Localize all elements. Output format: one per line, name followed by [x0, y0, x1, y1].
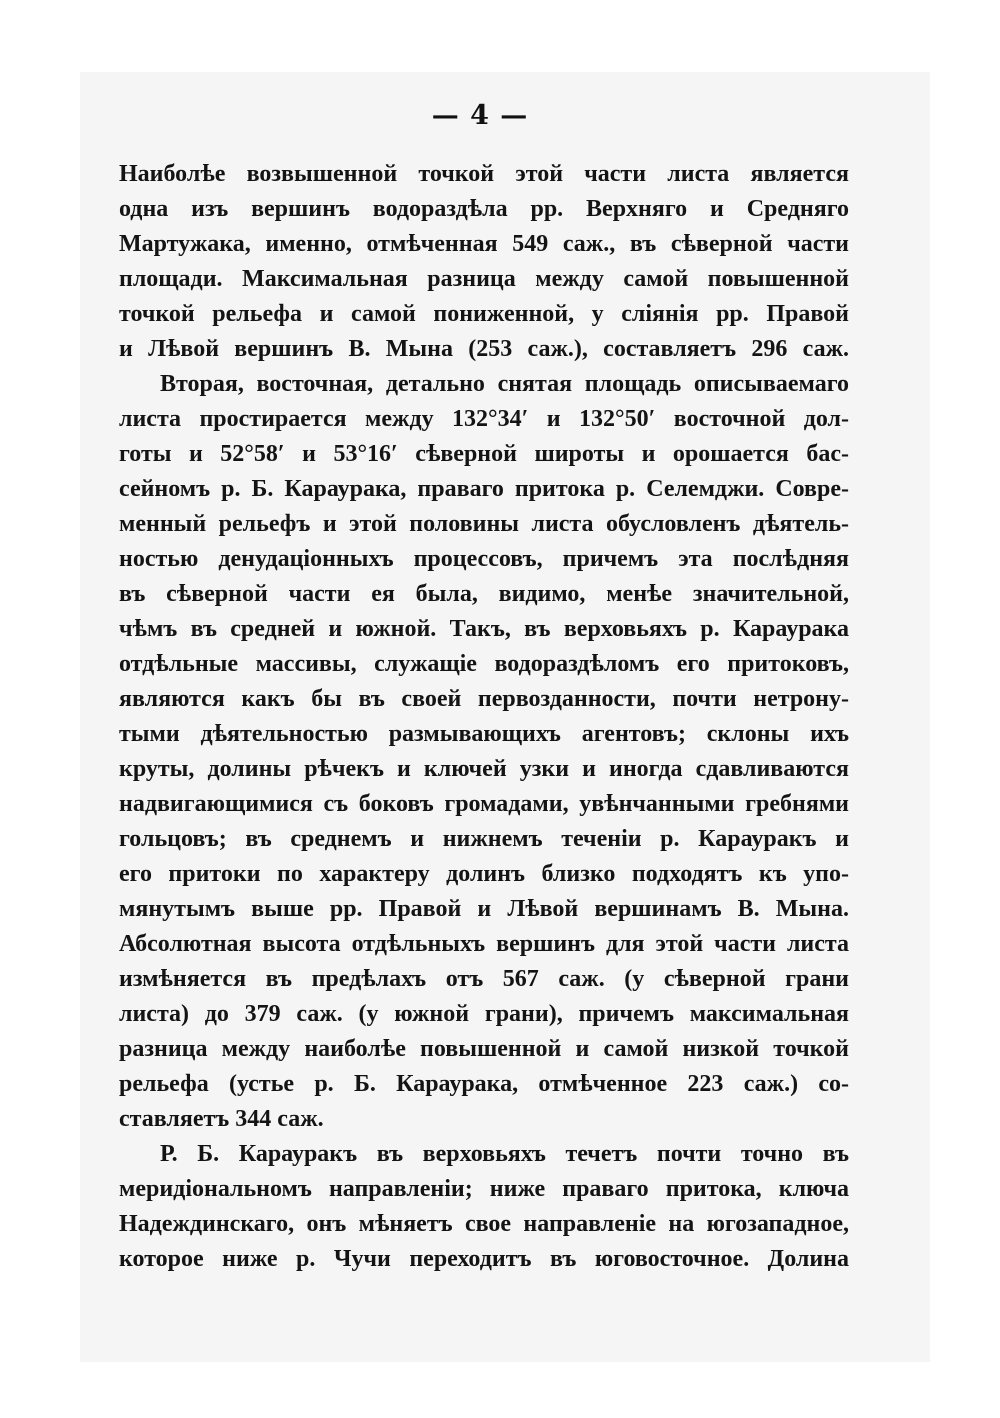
text-line: листа простирается между 132°34′ и 132°50′ восточной дол- [119, 406, 849, 432]
text-line: въ сѣверной части ея была, видимо, менѣе значительной, [119, 581, 849, 607]
text-line: являются какъ бы въ своей первозданности, почти нетрону- [119, 686, 849, 712]
paragraph-2 [119, 367, 849, 1137]
text-line: его притоки по характеру долинъ близко подходятъ къ упо- [119, 861, 849, 887]
text-line: сейномъ р. Б. Караурака, праваго притока р. Селемджи. Совре- [119, 476, 849, 502]
paragraph-1 [119, 157, 849, 367]
page-number: — 4 — [431, 100, 529, 131]
text-line: тыми дѣятельностью размывающихъ агентовъ; склоны ихъ [119, 721, 849, 747]
text-line: Надеждинскаго, онъ мѣняетъ свое направленiе на югозападное, [119, 1211, 849, 1237]
text-line: и Лѣвой вершинъ В. Мына (253 саж.), составляетъ 296 саж. [119, 336, 849, 362]
paragraph-3 [119, 1137, 849, 1277]
text-line: которое ниже р. Чучи переходитъ въ юговосточное. Долина [119, 1246, 849, 1272]
text-line: чѣмъ въ средней и южной. Такъ, въ верховьяхъ р. Караурака [119, 616, 849, 642]
text-line: ностью денудацiонныхъ процессовъ, причемъ эта послѣдняя [119, 546, 849, 572]
text-line: одна изъ вершинъ водораздѣла рр. Верхняго и Средняго [119, 196, 849, 222]
text-line: точкой рельефа и самой пониженной, у слiянiя рр. Правой [119, 301, 849, 327]
text-line: Вторая, восточная, детально снятая площадь описываемаго [160, 371, 849, 397]
text-line: Мартужака, именно, отмѣченная 549 саж., въ сѣверной части [119, 231, 849, 257]
text-line: мянутымъ выше рр. Правой и Лѣвой вершинамъ В. Мына. [119, 896, 849, 922]
text-line: Абсолютная высота отдѣльныхъ вершинъ для этой части листа [119, 931, 849, 957]
text-line: Р. Б. Карауракъ въ верховьяхъ течетъ почти точно въ [160, 1141, 849, 1167]
text-line: измѣняется въ предѣлахъ отъ 567 саж. (у сѣверной грани [119, 966, 849, 992]
body-text [119, 157, 849, 1277]
text-line: менный рельефъ и этой половины листа обусловленъ дѣятель- [119, 511, 849, 537]
text-line: разница между наиболѣе повышенной и самой низкой точкой [119, 1036, 849, 1062]
text-line: рельефа (устье р. Б. Караурака, отмѣченное 223 саж.) со- [119, 1071, 849, 1097]
text-line: гольцовъ; въ среднемъ и нижнемъ теченiи р. Карауракъ и [119, 826, 849, 852]
text-line: ставляетъ 344 саж. [119, 1106, 324, 1132]
text-line: меридiональномъ направленiи; ниже праваго притока, ключа [119, 1176, 849, 1202]
text-line: надвигающимися съ боковъ громадами, увѣнчанными гребнями [119, 791, 849, 817]
text-line: площади. Максимальная разница между самой повышенной [119, 266, 849, 292]
text-line: отдѣльные массивы, служащiе водораздѣломъ его притоковъ, [119, 651, 849, 677]
text-line: листа) до 379 саж. (у южной грани), причемъ максимальная [119, 1001, 849, 1027]
text-line: круты, долины рѣчекъ и ключей узки и иногда сдавливаются [119, 756, 849, 782]
text-line: готы и 52°58′ и 53°16′ сѣверной широты и орошается бас- [119, 441, 849, 467]
text-line: Наиболѣе возвышенной точкой этой части листа является [119, 161, 849, 187]
